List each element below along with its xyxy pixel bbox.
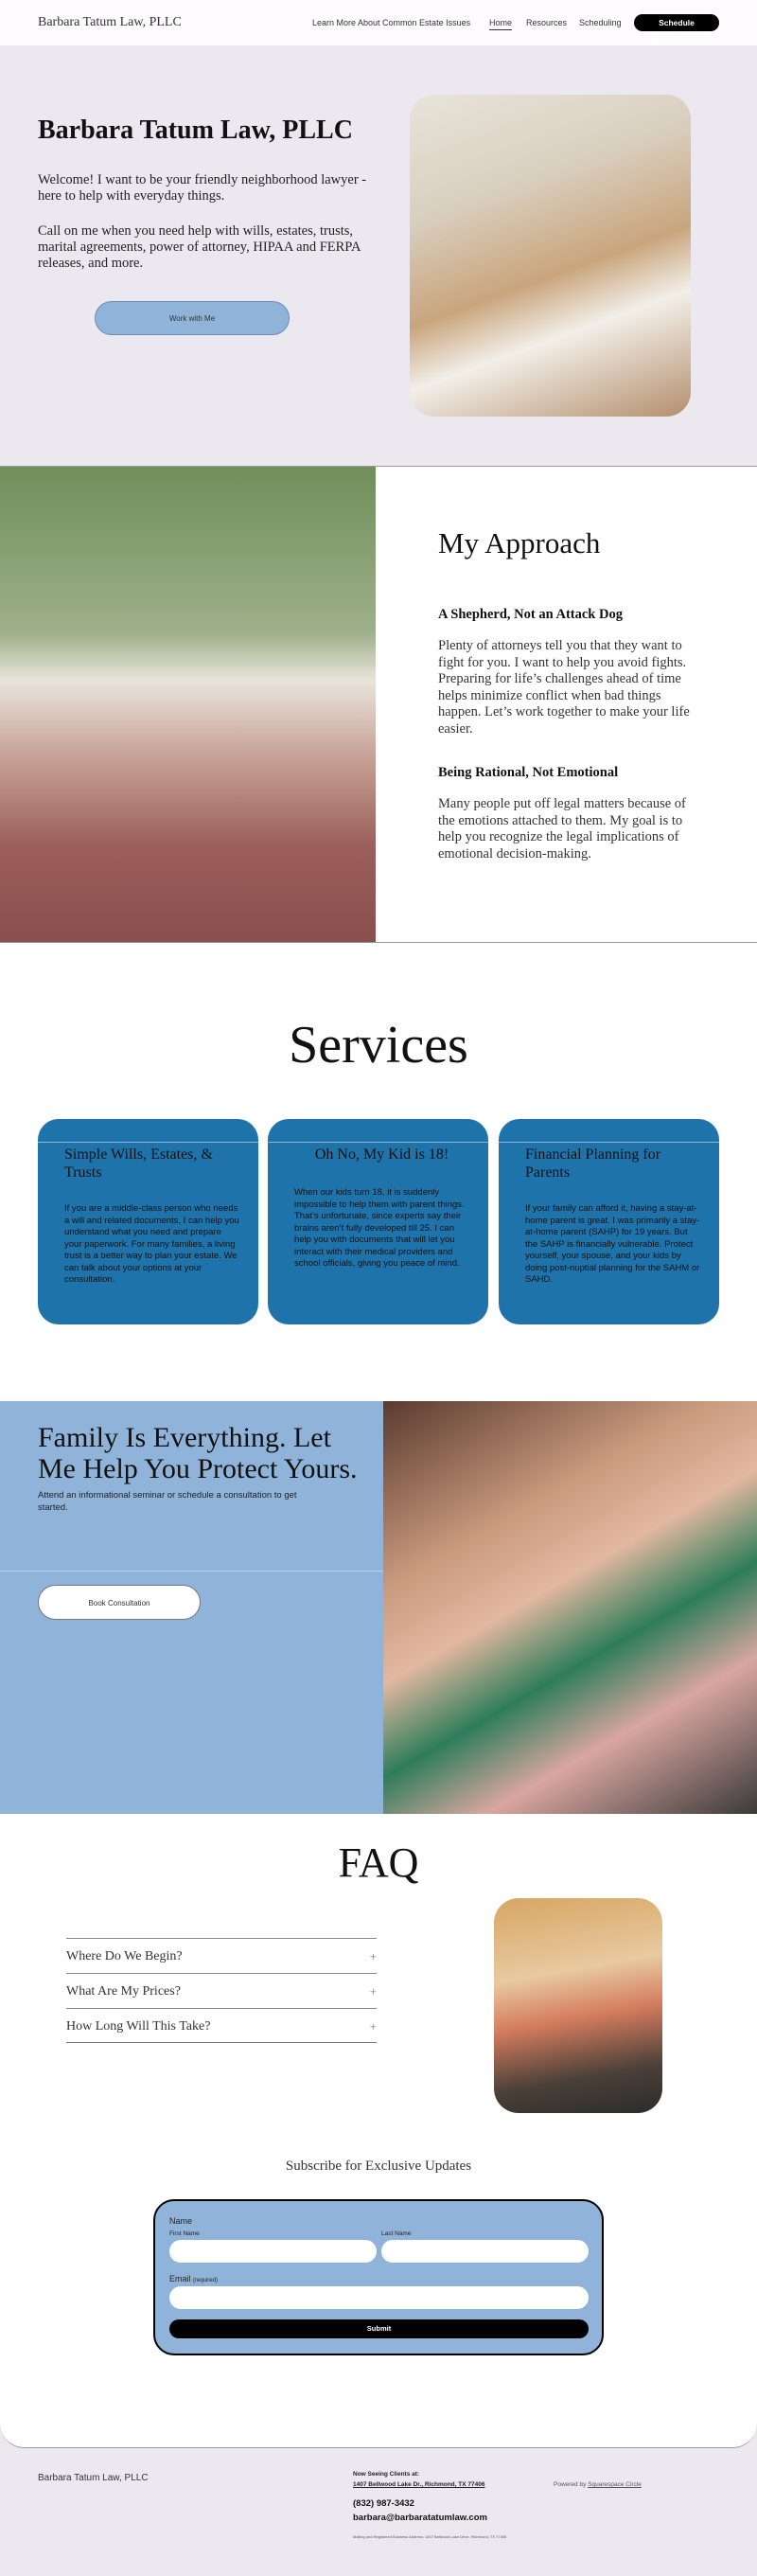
- hero-section: [0, 45, 757, 466]
- approach-section: [0, 466, 757, 943]
- approach-title: My Approach: [438, 526, 601, 560]
- service-card-title: Simple Wills, Estates, & Trusts: [64, 1146, 213, 1181]
- nav-scheduling[interactable]: Scheduling: [579, 18, 622, 27]
- footer-brand: Barbara Tatum Law, PLLC: [38, 2473, 149, 2483]
- attorney-portrait-photo: [410, 95, 691, 417]
- last-name-label: Last Name: [381, 2230, 412, 2237]
- service-card-body: If your family can afford it, having a stay-at-home parent is great. I was primarily a stay-at-home parent (SAHP) for 19 years. But the SAHP is financially vulnerable. Protect yourself, your spouse, and your kids by doing post-nuptial planning for the SAHM or SAHD.: [525, 1203, 700, 1285]
- faq-item[interactable]: [66, 1973, 377, 2008]
- faq-question: How Long Will This Take?: [66, 2019, 211, 2034]
- book-consultation-button[interactable]: Book Consultation: [38, 1585, 201, 1620]
- divider: [0, 1571, 383, 1572]
- faq-item[interactable]: [66, 2008, 377, 2043]
- attorney-signing-photo: [494, 1898, 662, 2113]
- subscribe-title: Subscribe for Exclusive Updates: [285, 2159, 472, 2174]
- footer-seeing-label: Now Seeing Clients at:: [353, 2471, 420, 2478]
- footer-email[interactable]: barbara@barbaratatumlaw.com: [353, 2513, 487, 2523]
- approach-text-shepherd: Plenty of attorneys tell you that they want to fight for you. I want to help you avoid fights. Preparing for life’s challenges ahead of time helps minimize conflict when bad things happen. Let’s work together to make your life easier.: [438, 638, 690, 737]
- faq-title: FAQ: [338, 1839, 419, 1886]
- work-with-me-button[interactable]: Work with Me: [95, 301, 290, 335]
- nav-learn-more[interactable]: Learn More About Common Estate Issues: [312, 18, 471, 27]
- family-title: Family Is Everything. Let Me Help You Protect Yours.: [38, 1422, 358, 1484]
- services-title: Services: [289, 1016, 468, 1075]
- email-input[interactable]: [169, 2286, 589, 2309]
- service-card-title: Financial Planning for Parents: [525, 1146, 661, 1181]
- faq-question: Where Do We Begin?: [66, 1949, 183, 1963]
- first-name-input[interactable]: [169, 2240, 377, 2263]
- family-text-block: [38, 1422, 364, 1514]
- approach-heading-rational: Being Rational, Not Emotional: [438, 765, 619, 780]
- family-subtitle: Attend an informational seminar or schedule a consultation to get started.: [38, 1490, 297, 1513]
- nav-resources[interactable]: Resources: [526, 18, 568, 27]
- hero-services-text: Call on me when you need help with wills, estates, trusts, marital agreements, power of attorney, HIPAA and FERPA releases, and more.: [38, 223, 361, 271]
- powered-by-label: Powered by: [554, 2481, 587, 2488]
- email-label: Email: [169, 2274, 191, 2283]
- faq-item[interactable]: [66, 1938, 377, 1973]
- service-card-kid-18: [268, 1119, 488, 1324]
- approach-heading-shepherd: A Shepherd, Not an Attack Dog: [438, 607, 623, 622]
- subscribe-form: [153, 2199, 604, 2355]
- required-note: (required): [193, 2278, 219, 2283]
- approach-text-rational: Many people put off legal matters because of the emotions attached to them. My goal is to help you recognize the legal implications of emotional decision-making.: [438, 796, 686, 862]
- footer-curve: [0, 2424, 757, 2448]
- submit-button[interactable]: Submit: [169, 2319, 589, 2338]
- plus-icon: +: [369, 1984, 377, 1999]
- service-card-title: Oh No, My Kid is 18!: [314, 1146, 449, 1163]
- site-footer: [0, 2424, 757, 2576]
- faq-question: What Are My Prices?: [66, 1984, 181, 1999]
- footer-mailing-address: Mailing and Registered Business Address: 1407 Bellwood Lake Drive, Richmond, TX 77406: [353, 2534, 507, 2539]
- nav-home[interactable]: Home: [489, 18, 512, 30]
- service-card-body: If you are a middle-class person who needs a will and related documents, I can help you understand what you need and prepare your paperwork. For many families, a living trust is a better way to plan your estate. We can talk about your options at your consultation.: [64, 1203, 239, 1285]
- name-label: Name: [169, 2216, 193, 2226]
- service-card-financial-planning: [499, 1119, 719, 1324]
- hero-title: Barbara Tatum Law, PLLC: [38, 115, 353, 145]
- service-card-body: When our kids turn 18, it is suddenly impossible to help them with parent things. That’s unfortunate, since experts say their brains aren’t fully developed till 25. I can help you with documents that will let you interact with their medical providers and school officials, giving you peace of mind.: [294, 1187, 465, 1269]
- schedule-consultation-button[interactable]: Schedule Consultation: [634, 14, 719, 31]
- first-name-label: First Name: [169, 2230, 200, 2237]
- family-section: [0, 1401, 757, 1814]
- plus-icon: +: [369, 1949, 377, 1963]
- site-header: [0, 0, 757, 45]
- footer-address-link[interactable]: 1407 Bellwood Lake Dr., Richmond, TX 77406: [353, 2481, 485, 2488]
- family-group-photo: [383, 1401, 757, 1814]
- plus-icon: +: [369, 2019, 377, 2034]
- brand-logo[interactable]: Barbara Tatum Law, PLLC: [38, 15, 182, 29]
- hero-welcome: Welcome! I want to be your friendly neighborhood lawyer - here to help with everyday things.: [38, 172, 367, 204]
- service-card-wills: [38, 1119, 258, 1324]
- attorney-with-dog-photo: [0, 467, 376, 942]
- squarespace-circle-link[interactable]: Squarespace Circle: [588, 2481, 642, 2488]
- last-name-input[interactable]: [381, 2240, 589, 2263]
- footer-phone[interactable]: (832) 987-3432: [353, 2498, 414, 2509]
